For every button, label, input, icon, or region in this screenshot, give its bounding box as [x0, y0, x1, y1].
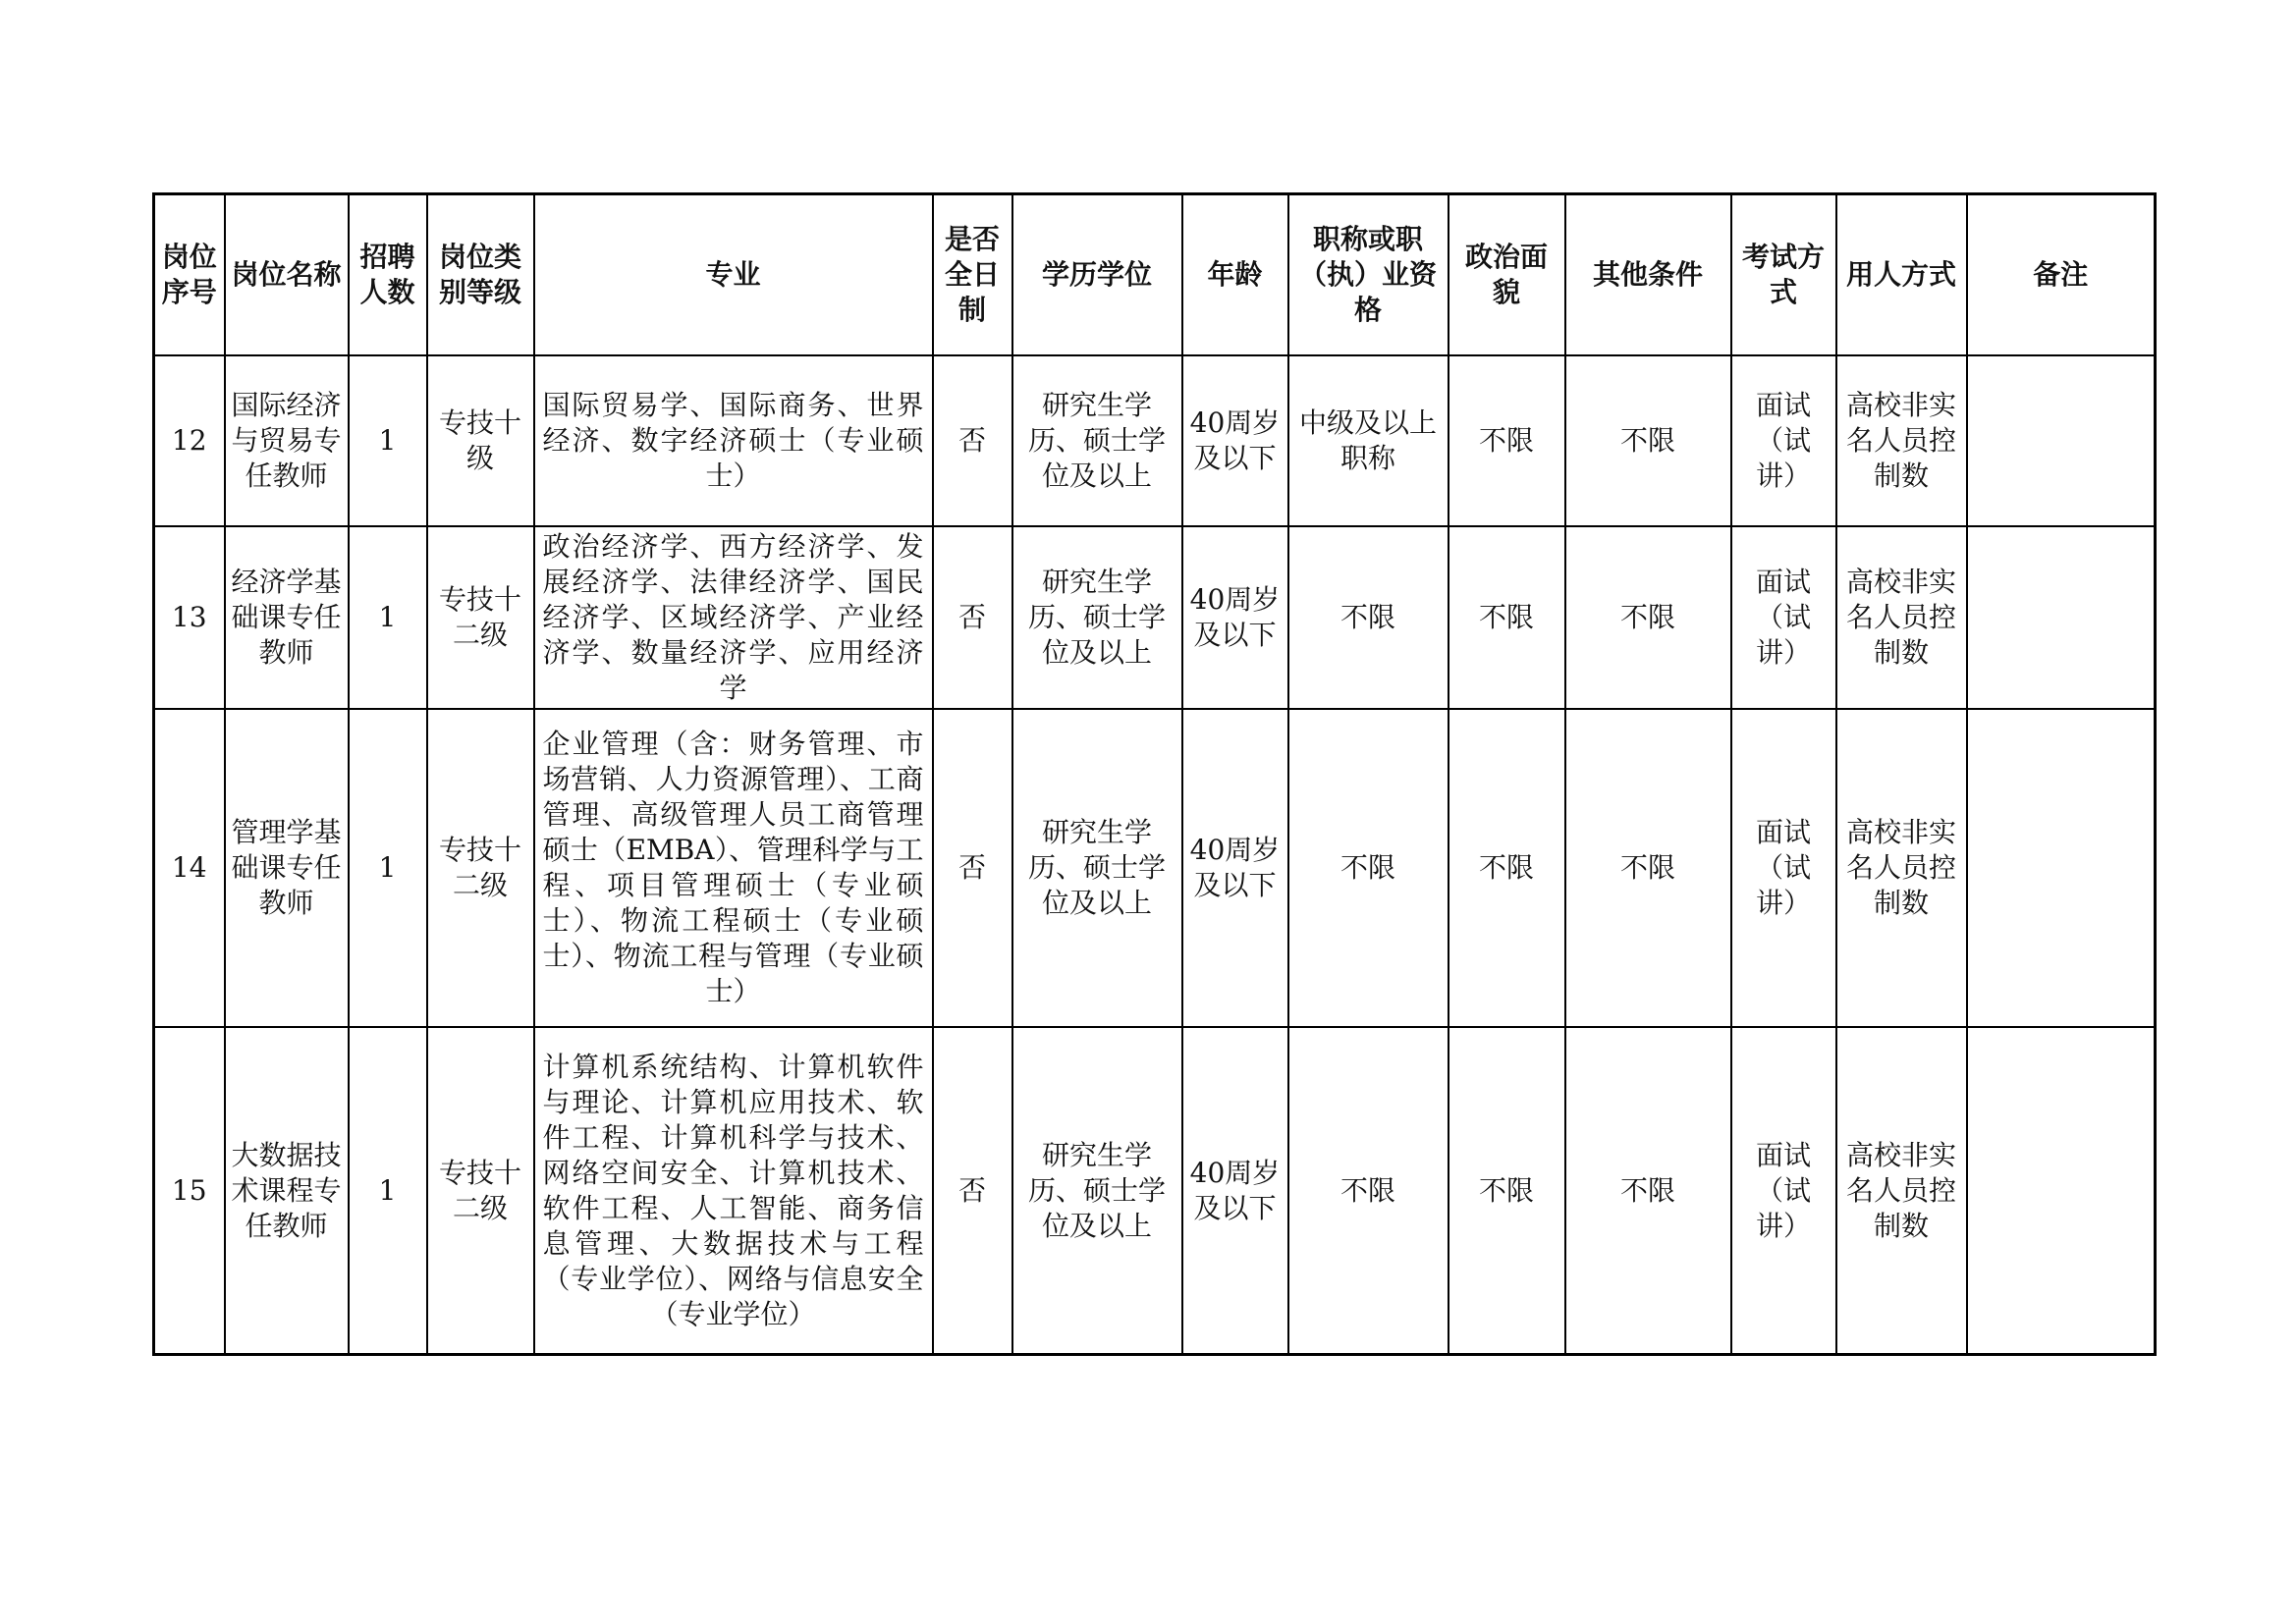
table-row — [154, 1027, 2156, 1355]
cell-title: 不限 — [1288, 709, 1449, 1027]
cell-major: 国际贸易学、国际商务、世界经济、数字经济硕士（专业硕士） — [534, 355, 933, 526]
cell-other: 不限 — [1565, 1027, 1731, 1355]
header-row — [154, 194, 2156, 356]
cell-count: 1 — [349, 526, 427, 709]
header-category: 岗位类别等级 — [427, 194, 534, 356]
cell-title: 中级及以上职称 — [1288, 355, 1449, 526]
header-political: 政治面貌 — [1449, 194, 1565, 356]
table-row — [154, 709, 2156, 1027]
cell-age: 40周岁及以下 — [1182, 526, 1288, 709]
header-major: 专业 — [534, 194, 933, 356]
cell-hiring: 高校非实名人员控制数 — [1836, 1027, 1967, 1355]
header-count: 招聘人数 — [349, 194, 427, 356]
cell-name: 国际经济与贸易专任教师 — [225, 355, 349, 526]
cell-major: 计算机系统结构、计算机软件与理论、计算机应用技术、软件工程、计算机科学与技术、网络空间安全、计算机技术、软件工程、人工智能、商务信息管理、大数据技术与工程（专业学位）、网络与信息安全（专业学位） — [534, 1027, 933, 1355]
cell-major: 政治经济学、西方经济学、发展经济学、法律经济学、国民经济学、区域经济学、产业经济学、数量经济学、应用经济学 — [534, 526, 933, 709]
cell-remark — [1967, 355, 2156, 526]
cell-title: 不限 — [1288, 1027, 1449, 1355]
recruitment-table — [152, 192, 2157, 1356]
cell-degree: 研究生学历、硕士学位及以上 — [1012, 526, 1182, 709]
cell-count: 1 — [349, 1027, 427, 1355]
header-age: 年龄 — [1182, 194, 1288, 356]
cell-title: 不限 — [1288, 526, 1449, 709]
cell-political: 不限 — [1449, 355, 1565, 526]
cell-political: 不限 — [1449, 1027, 1565, 1355]
cell-seq: 15 — [154, 1027, 225, 1355]
cell-exam: 面试（试讲） — [1731, 1027, 1836, 1355]
cell-category: 专技十级 — [427, 355, 534, 526]
cell-political: 不限 — [1449, 709, 1565, 1027]
cell-hiring: 高校非实名人员控制数 — [1836, 709, 1967, 1027]
cell-count: 1 — [349, 355, 427, 526]
cell-name: 管理学基础课专任教师 — [225, 709, 349, 1027]
cell-other: 不限 — [1565, 526, 1731, 709]
cell-category: 专技十二级 — [427, 1027, 534, 1355]
cell-remark — [1967, 1027, 2156, 1355]
cell-fulltime: 否 — [933, 709, 1012, 1027]
cell-age: 40周岁及以下 — [1182, 1027, 1288, 1355]
cell-seq: 12 — [154, 355, 225, 526]
table-row — [154, 355, 2156, 526]
header-exam: 考试方式 — [1731, 194, 1836, 356]
cell-age: 40周岁及以下 — [1182, 355, 1288, 526]
cell-exam: 面试（试讲） — [1731, 355, 1836, 526]
cell-fulltime: 否 — [933, 526, 1012, 709]
cell-other: 不限 — [1565, 355, 1731, 526]
cell-age: 40周岁及以下 — [1182, 709, 1288, 1027]
cell-major: 企业管理（含：财务管理、市场营销、人力资源管理）、工商管理、高级管理人员工商管理硕士（EMBA）、管理科学与工程、项目管理硕士（专业硕士）、物流工程硕士（专业硕士）、物流工程与管理（专业硕士） — [534, 709, 933, 1027]
header-name: 岗位名称 — [225, 194, 349, 356]
header-degree: 学历学位 — [1012, 194, 1182, 356]
cell-degree: 研究生学历、硕士学位及以上 — [1012, 709, 1182, 1027]
cell-hiring: 高校非实名人员控制数 — [1836, 355, 1967, 526]
header-other: 其他条件 — [1565, 194, 1731, 356]
header-hiring: 用人方式 — [1836, 194, 1967, 356]
cell-remark — [1967, 526, 2156, 709]
cell-degree: 研究生学历、硕士学位及以上 — [1012, 1027, 1182, 1355]
header-remark: 备注 — [1967, 194, 2156, 356]
cell-fulltime: 否 — [933, 1027, 1012, 1355]
cell-hiring: 高校非实名人员控制数 — [1836, 526, 1967, 709]
cell-degree: 研究生学历、硕士学位及以上 — [1012, 355, 1182, 526]
cell-political: 不限 — [1449, 526, 1565, 709]
cell-exam: 面试（试讲） — [1731, 709, 1836, 1027]
cell-category: 专技十二级 — [427, 709, 534, 1027]
cell-category: 专技十二级 — [427, 526, 534, 709]
cell-count: 1 — [349, 709, 427, 1027]
cell-fulltime: 否 — [933, 355, 1012, 526]
header-title: 职称或职（执）业资格 — [1288, 194, 1449, 356]
cell-exam: 面试（试讲） — [1731, 526, 1836, 709]
header-fulltime: 是否全日制 — [933, 194, 1012, 356]
cell-remark — [1967, 709, 2156, 1027]
cell-seq: 13 — [154, 526, 225, 709]
cell-other: 不限 — [1565, 709, 1731, 1027]
cell-name: 大数据技术课程专任教师 — [225, 1027, 349, 1355]
table-row — [154, 526, 2156, 709]
cell-name: 经济学基础课专任教师 — [225, 526, 349, 709]
header-seq: 岗位序号 — [154, 194, 225, 356]
cell-seq: 14 — [154, 709, 225, 1027]
